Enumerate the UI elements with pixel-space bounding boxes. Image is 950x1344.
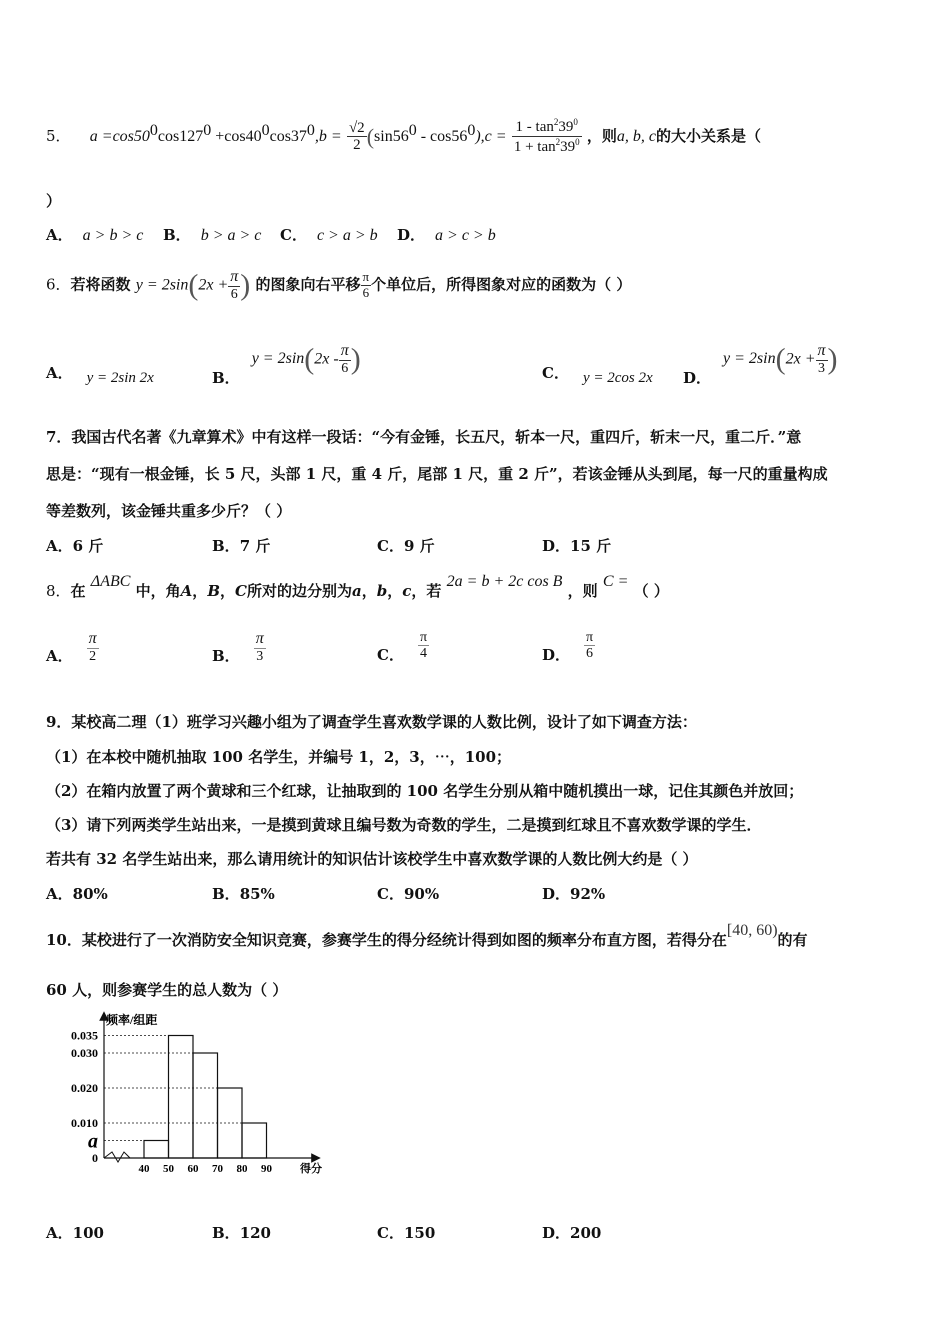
q6-prefix: 若将函数 [70, 275, 131, 294]
q6-pi: π [230, 268, 239, 285]
q8-option-a: A． $\frac{\pi}{2}$ [46, 630, 97, 666]
q9-line-4: （3）请下列两类学生站出来，一是摸到黄球且编号数为奇数的学生，二是摸到红球且不喜欢数学课的学生． [46, 816, 762, 834]
q8-text2: 所对的边分别为 [246, 582, 352, 600]
q8-text3: ，若 [411, 582, 442, 600]
q5-c-den: 1 + tan [513, 138, 556, 155]
q8-b-pi: π [255, 630, 264, 647]
q5-expr-cos127: cos127 [157, 127, 204, 145]
y-tick-0: 0 [92, 1151, 98, 1165]
q5-sqrt2: √2 [348, 119, 365, 136]
q5-frac-c [512, 118, 582, 156]
y-tick-0.020: 0.020 [71, 1081, 98, 1095]
q6-option-b: B．y = 2sin(2x - $\frac{\pi}{6}$ ) [212, 342, 361, 388]
q6-func-lhs: y = 2sin [135, 276, 189, 294]
q5-option-b: B． b > a > c [163, 226, 262, 244]
q5-c-num: 1 - tan [515, 119, 554, 135]
q9-line-2: （1）在本校中随机抽取 100 名学生，并编号 1，2，3，⋯，100； [46, 748, 512, 766]
q6-line: 6．若将函数 y = 2sin(2x + $\frac{\pi}{6}$ ) 的图象向右平移 $\frac{\pi}{6}$ 个单位后，所得图象对应的函数为（ ） [46, 268, 632, 302]
q5-deg-4: 0 [306, 121, 315, 139]
q6-frac-pi6 [228, 268, 240, 303]
q7-option-d: D．15 斤 [542, 537, 612, 555]
histogram-bar-50-60 [169, 1036, 194, 1159]
q9-line-5: 若共有 32 名学生站出来，那么请用统计的知识估计该校学生中喜欢数学课的人数比例大约是（ ） [46, 850, 698, 868]
q8-angle-b: B [207, 582, 220, 600]
x-tick-90: 90 [261, 1163, 272, 1175]
q7-line-2: 思是：“现有一根金锤，长 5 尺，头部 1 尺，重 4 斤，尾部 1 尺，重 2 斤”，若该金锤从头到尾，每一尺的重量构成 [46, 465, 828, 483]
q5-deg-2: 0 [203, 121, 212, 139]
q6-mid: 的图象向右平移 [255, 275, 361, 294]
q5-expr-a: a =cos50 [89, 127, 150, 145]
q7-option-a: A．6 斤 [46, 537, 104, 555]
q5-c-39-2: 39 [560, 138, 576, 155]
q6-func-arg: 2x + [198, 276, 229, 294]
axis-break [104, 1152, 130, 1162]
q8-side-b: b [376, 582, 388, 600]
q8-option-d: D． $\frac{\pi}{6}$ [542, 630, 594, 665]
q7-line-1: 7．我国古代名著《九章算术》中有这样一段话：“今有金锤，长五尺，斩本一尺，重四斤，斩末一尺，重二斤．”意 [46, 428, 802, 446]
q8-side-a: a [351, 582, 362, 600]
y-tick-0.035: 0.035 [71, 1028, 98, 1043]
q9-option-b: B．85% [212, 885, 275, 903]
q10-option-c: C．150 [377, 1224, 436, 1242]
q9-option-a: A．80% [46, 885, 108, 903]
q8-c-pi: π [419, 630, 428, 645]
x-tick-50: 50 [163, 1163, 174, 1175]
q5-expr-cos37: cos37 [269, 127, 307, 145]
q6-option-d: D．y = 2sin(2x + $\frac{\pi}{3}$ ) [683, 342, 838, 388]
q5-tail: 的大小关系是（ [655, 126, 761, 145]
q7-option-b: B．7 斤 [212, 537, 271, 555]
x-tick-40: 40 [138, 1163, 150, 1175]
q6-d-pi: π [817, 342, 826, 359]
q5-c-sq-2: 2 [555, 136, 561, 147]
q5-option-d: D． a > c > b [397, 226, 496, 244]
q8-sep-2: ， [220, 582, 236, 600]
q6-number: 6． [46, 275, 71, 294]
histogram-bar-40-50 [144, 1141, 169, 1159]
q8-condition: 2a = b + 2c cos B [446, 573, 563, 590]
q5-two: 2 [353, 137, 361, 153]
q8-sep-4: ， [387, 582, 403, 600]
q5-deg-6: 0 [467, 121, 476, 139]
q5-c-deg-2: 0 [575, 136, 580, 147]
q5-deg-5: 0 [408, 121, 417, 139]
q5-frac-sqrt2 [347, 120, 367, 155]
q6-six: 6 [230, 286, 238, 302]
x-axis-label: 得分 [300, 1163, 322, 1175]
q10-line1-tail: 的有 [777, 931, 808, 949]
y-tick-0.030: 0.030 [71, 1046, 98, 1060]
q6-option-a: A． y = 2sin 2x [46, 364, 154, 386]
q10-option-d: D．200 [542, 1224, 602, 1242]
x-tick-70: 70 [212, 1163, 223, 1175]
y-axis-label: 频率/组距 [106, 1013, 158, 1027]
q8-side-c: c [402, 582, 412, 600]
q5-deg-1: 0 [149, 121, 158, 139]
q9-line-3: （2）在箱内放置了两个黄球和三个红球，让抽取到的 100 名学生分别从箱中随机摸出一球，记住其颜色并放回； [46, 782, 804, 800]
q6-suffix: 个单位后，所得图象对应的函数为（ ） [371, 275, 632, 294]
q9-option-c: C．90% [377, 885, 440, 903]
y-tick-a: a [88, 1130, 98, 1153]
q8-number: 8． [46, 582, 71, 600]
q6-option-c: C． y = 2cos 2x [542, 364, 653, 386]
q9-option-d: D．92% [542, 885, 606, 903]
q5-c-deg-1: 0 [573, 117, 578, 127]
q5-line: 5． $a =\cos 50^0\cos 127^0 +\cos 40^0\cos 37^0,b$ = $\frac{√2}{2}$ $(\sin 56^0 - \cos 56^0),c$ = $\frac{1 - \tan^239^0}{1 + \tan^239^0}$ ，则a, b, c的大小关系是（ [46, 117, 761, 155]
histogram-bar-80-90 [242, 1123, 267, 1158]
q5-expr-b: ,b = [314, 127, 342, 145]
frequency-histogram [40, 1010, 340, 1180]
q9-line-1: 9．某校高二理（1）班学习兴趣小组为了调查学生喜欢数学课的人数比例，设计了如下调查方法： [46, 713, 697, 731]
q10-line-2: 60 人，则参赛学生的总人数为（ ） [46, 981, 288, 999]
q10-line1-text: 10．某校进行了一次消防安全知识竞赛，参赛学生的得分经统计得到如图的频率分布直方图，若得分在 [46, 931, 727, 949]
q8-d-pi: π [586, 630, 594, 645]
q8-option-b: B． $\frac{\pi}{3}$ [212, 630, 264, 666]
q5-option-a: A． a > b > c [46, 226, 144, 244]
q8-text4: ，则 [567, 582, 598, 600]
q5-expr-sin: sin56 [374, 127, 409, 145]
q5-c-39-1: 39 [558, 119, 574, 135]
x-tick-60: 60 [187, 1163, 199, 1175]
q6-frac-shift [361, 270, 372, 300]
q5-close: ） [46, 192, 62, 210]
q8-text1: 中，角 [135, 582, 181, 600]
q5-expr-plus: +cos40 [211, 127, 262, 145]
q8-option-c: C． $\frac{\pi}{4}$ [377, 630, 428, 665]
q8-a-pi: π [88, 630, 97, 647]
q6-b-pi: π [340, 342, 349, 359]
q8-angle-a: A [180, 582, 193, 600]
q7-line-3: 等差数列，该金锤共重多少斤？（ ） [46, 502, 292, 520]
q5-then: ，则 [586, 126, 617, 145]
q8-in: 在 [70, 582, 86, 600]
q10-interval: [40, 60) [726, 922, 778, 939]
q5-option-c: C． c > a > b [280, 226, 378, 244]
q5-abc: a, b, c [616, 127, 656, 145]
q10-line-1 [46, 922, 808, 950]
q5-c-sq-1: 2 [553, 117, 559, 127]
q7-option-c: C．9 斤 [377, 537, 435, 555]
x-tick-80: 80 [236, 1163, 248, 1175]
histogram-bar-60-70 [193, 1053, 218, 1158]
q8-angle-c: C [235, 582, 247, 600]
q8-sep-1: ， [192, 582, 208, 600]
q5-deg-3: 0 [261, 121, 270, 139]
q8-line [46, 573, 669, 601]
q10-option-a: A．100 [46, 1224, 104, 1242]
q5-number: 5． [46, 126, 71, 145]
q6-shift-pi: π [362, 269, 370, 285]
q5-expr-c: ),c = [475, 127, 507, 145]
q6-shift-six: 6 [362, 284, 370, 300]
q10-option-b: B．120 [212, 1224, 271, 1242]
q8-c-eq: C = [602, 573, 629, 590]
q8-paren: （ ） [633, 582, 669, 600]
q8-triangle: ΔABC [90, 573, 131, 590]
q8-sep-3: ， [361, 582, 377, 600]
y-tick-0.010: 0.010 [71, 1116, 98, 1130]
q5-expr-minus: - cos56 [416, 127, 468, 145]
